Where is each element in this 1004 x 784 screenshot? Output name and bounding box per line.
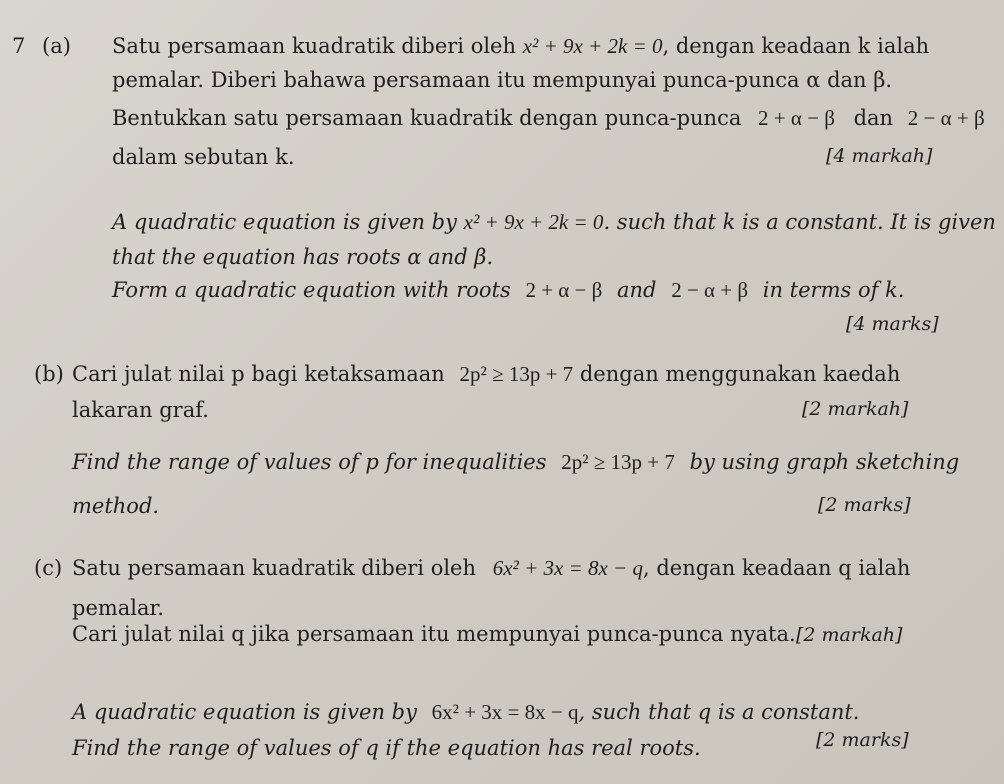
text: Form a quadratic equation with roots — [112, 278, 511, 302]
part-a-english-line3 — [112, 278, 904, 303]
root2: 2 − α + β — [907, 106, 985, 130]
part-b-english-line1 — [72, 450, 959, 475]
equation: x² + 9x + 2k = 0 — [522, 34, 663, 58]
part-a-english-line1 — [112, 210, 996, 235]
part-a-malay-line4: dalam sebutan k. — [112, 145, 295, 169]
root1: 2 + α − β — [758, 106, 835, 130]
question-number: 7 — [12, 34, 26, 58]
part-b-english-line2: method. — [72, 494, 160, 518]
text: , dengan keadaan k ialah — [662, 34, 930, 58]
text: Satu persamaan kuadratik diberi oleh — [112, 34, 517, 58]
part-a-malay-line1 — [112, 34, 929, 59]
root1: 2 + α − β — [525, 278, 603, 302]
inequality: 2p² ≥ 13p + 7 — [561, 450, 675, 474]
equation: 6x² + 3x = 8x − q — [492, 556, 643, 580]
text: by using graph sketching — [689, 450, 960, 474]
text: Find the range of values of p for inequalities — [72, 450, 547, 474]
inequality: 2p² ≥ 13p + 7 — [459, 362, 574, 386]
part-c-english-line2: Find the range of values of q if the equation has real roots. — [72, 736, 701, 760]
and-word: and — [617, 278, 657, 302]
equation: 6x² + 3x = 8x − q — [431, 700, 579, 724]
part-a-label: (a) — [42, 34, 71, 58]
part-c-malay-marks: [2 markah] — [796, 624, 903, 646]
text: A quadratic equation is given by — [112, 210, 457, 234]
part-b-malay-line1 — [72, 362, 900, 387]
part-a-english-marks: [4 marks] — [846, 313, 939, 335]
text: , such that q is a constant. — [578, 700, 860, 724]
text: in terms of k. — [762, 278, 905, 302]
and-word: dan — [853, 106, 894, 130]
part-c-malay-line2: pemalar. — [72, 596, 164, 620]
part-b-malay-marks: [2 markah] — [802, 398, 909, 420]
part-c-malay-line3: Cari julat nilai q jika persamaan itu mempunyai punca-punca nyata. — [72, 622, 796, 646]
part-c-english-line1 — [72, 700, 859, 725]
part-a-english-line2: that the equation has roots α and β. — [112, 245, 494, 269]
part-c-label: (c) — [34, 556, 63, 580]
root2: 2 − α + β — [671, 278, 749, 302]
equation: x² + 9x + 2k = 0 — [463, 210, 604, 234]
part-b-label: (b) — [34, 362, 64, 386]
part-c-english-marks: [2 marks] — [816, 729, 909, 751]
part-a-malay-line2: pemalar. Diberi bahawa persamaan itu mempunyai punca-punca α dan β. — [112, 68, 893, 92]
part-a-malay-marks: [4 markah] — [826, 145, 933, 167]
part-b-malay-line2: lakaran graf. — [72, 398, 209, 422]
part-a-malay-line3 — [112, 106, 985, 131]
text: Satu persamaan kuadratik diberi oleh — [72, 556, 477, 580]
text: . such that k is a constant. It is given — [603, 210, 996, 234]
text: dengan menggunakan kaedah — [579, 362, 901, 386]
part-b-english-marks: [2 marks] — [818, 494, 911, 516]
text: A quadratic equation is given by — [72, 700, 417, 724]
text: Cari julat nilai p bagi ketaksamaan — [72, 362, 445, 386]
part-c-malay-line1 — [72, 556, 910, 581]
text: Bentukkan satu persamaan kuadratik dengan punca-punca — [112, 106, 742, 130]
text: , dengan keadaan q ialah — [642, 556, 911, 580]
